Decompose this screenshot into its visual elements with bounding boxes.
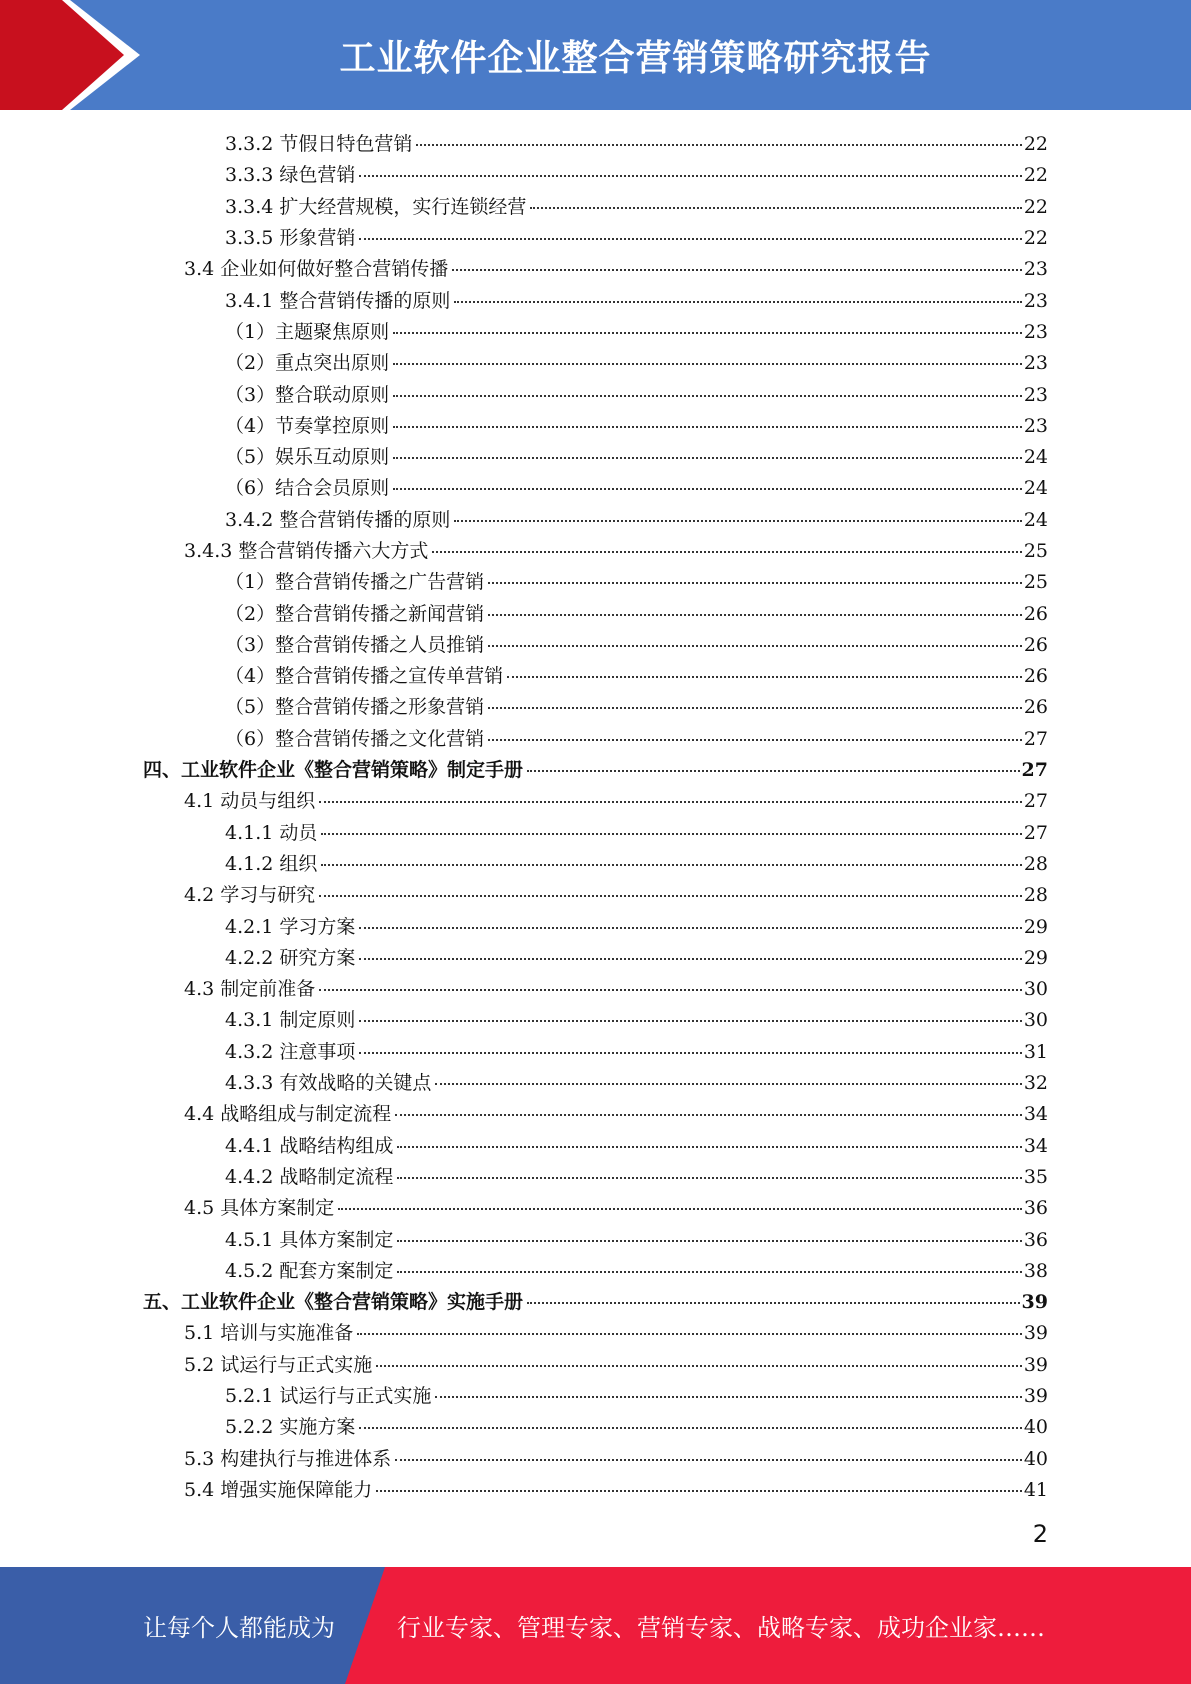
toc-dot-leader xyxy=(416,144,1021,146)
toc-entry[interactable] xyxy=(0,534,1191,565)
toc-entry-label: （5）整合营销传播之形象营销 xyxy=(225,696,485,719)
toc-entry[interactable] xyxy=(0,1066,1191,1097)
toc-entry-label: 4.3 制定前准备 xyxy=(184,978,316,1001)
toc-entry-page: 28 xyxy=(1023,852,1048,875)
toc-entry-page: 24 xyxy=(1023,477,1048,500)
toc-dot-leader xyxy=(359,1427,1021,1429)
toc-entry-label: 4.2 学习与研究 xyxy=(184,884,316,907)
toc-entry[interactable] xyxy=(0,252,1191,283)
toc-dot-leader xyxy=(359,927,1021,929)
toc-entry-label: 4.3.3 有效战略的关键点 xyxy=(225,1072,432,1095)
toc-entry-label: 4.3.1 制定原则 xyxy=(225,1009,356,1032)
toc-entry-page: 30 xyxy=(1023,1009,1048,1032)
toc-entry[interactable] xyxy=(0,315,1191,346)
toc-dot-leader xyxy=(319,989,1022,991)
toc-entry-page: 23 xyxy=(1023,320,1048,343)
toc-entry[interactable] xyxy=(0,1348,1191,1379)
toc-entry-page: 32 xyxy=(1023,1072,1048,1095)
toc-entry-label: 4.1 动员与组织 xyxy=(184,790,316,813)
toc-entry-page: 26 xyxy=(1023,665,1048,688)
toc-entry-page: 40 xyxy=(1023,1416,1048,1439)
toc-dot-leader xyxy=(488,739,1022,741)
toc-entry-page: 39 xyxy=(1023,1322,1048,1345)
toc-entry[interactable] xyxy=(0,1285,1191,1316)
toc-entry-label: 5.2 试运行与正式实施 xyxy=(184,1353,373,1376)
toc-entry-label: （2）重点突出原则 xyxy=(225,352,390,375)
toc-entry[interactable] xyxy=(0,1316,1191,1347)
toc-entry-label: （2）整合营销传播之新闻营销 xyxy=(225,602,485,625)
toc-entry-page: 39 xyxy=(1021,1291,1048,1314)
toc-entry[interactable] xyxy=(0,1003,1191,1034)
toc-entry-page: 39 xyxy=(1023,1385,1048,1408)
toc-dot-leader xyxy=(359,958,1021,960)
toc-entry-label: 5.4 增强实施保障能力 xyxy=(184,1478,373,1501)
toc-dot-leader xyxy=(376,1490,1022,1492)
toc-entry-label: 5.1 培训与实施准备 xyxy=(184,1322,354,1345)
toc-entry-page: 22 xyxy=(1023,133,1048,156)
toc-entry-label: 4.4.1 战略结构组成 xyxy=(225,1134,394,1157)
toc-entry-page: 41 xyxy=(1023,1478,1048,1501)
toc-entry-page: 34 xyxy=(1023,1134,1048,1157)
toc-dot-leader xyxy=(454,520,1021,522)
toc-dot-leader xyxy=(319,801,1022,803)
toc-dot-leader xyxy=(488,582,1022,584)
toc-entry[interactable] xyxy=(0,941,1191,972)
toc-entry-page: 23 xyxy=(1023,414,1048,437)
toc-entry[interactable] xyxy=(0,221,1191,252)
toc-entry[interactable] xyxy=(0,753,1191,784)
toc-entry[interactable] xyxy=(0,909,1191,940)
toc-entry-label: 4.5.1 具体方案制定 xyxy=(225,1228,394,1251)
toc-dot-leader xyxy=(321,833,1021,835)
toc-entry-label: （6）结合会员原则 xyxy=(225,477,390,500)
toc-dot-leader xyxy=(357,1333,1022,1335)
toc-entry[interactable] xyxy=(0,878,1191,909)
toc-entry-label: 4.4.2 战略制定流程 xyxy=(225,1165,394,1188)
toc-entry-label: （1）整合营销传播之广告营销 xyxy=(225,571,485,594)
toc-entry[interactable] xyxy=(0,596,1191,627)
toc-entry[interactable] xyxy=(0,1097,1191,1128)
toc-entry-page: 23 xyxy=(1023,383,1048,406)
toc-entry[interactable] xyxy=(0,816,1191,847)
toc-entry[interactable] xyxy=(0,565,1191,596)
toc-entry-label: （6）整合营销传播之文化营销 xyxy=(225,727,485,750)
toc-entry-page: 35 xyxy=(1023,1165,1048,1188)
toc-entry-page: 24 xyxy=(1023,508,1048,531)
toc-entry[interactable] xyxy=(0,377,1191,408)
toc-entry-page: 26 xyxy=(1023,633,1048,656)
toc-dot-leader xyxy=(454,301,1021,303)
toc-entry-page: 30 xyxy=(1023,978,1048,1001)
toc-entry[interactable] xyxy=(0,440,1191,471)
toc-entry-page: 31 xyxy=(1023,1040,1048,1063)
toc-entry-label: 5.2.2 实施方案 xyxy=(225,1416,356,1439)
toc-entry-page: 23 xyxy=(1023,352,1048,375)
toc-dot-leader xyxy=(393,457,1022,459)
toc-dot-leader xyxy=(435,1083,1021,1085)
toc-entry[interactable] xyxy=(0,784,1191,815)
toc-entry-page: 22 xyxy=(1023,195,1048,218)
toc-entry[interactable] xyxy=(0,1160,1191,1191)
toc-entry[interactable] xyxy=(0,1129,1191,1160)
toc-entry[interactable] xyxy=(0,346,1191,377)
toc-entry-page: 40 xyxy=(1023,1447,1048,1470)
toc-entry[interactable] xyxy=(0,1410,1191,1441)
toc-entry-label: 3.3.3 绿色营销 xyxy=(225,164,356,187)
toc-entry-page: 27 xyxy=(1023,821,1048,844)
toc-entry-page: 24 xyxy=(1023,446,1048,469)
toc-entry-label: （3）整合联动原则 xyxy=(225,383,390,406)
toc-entry-page: 36 xyxy=(1023,1228,1048,1251)
toc-entry-label: 5.2.1 试运行与正式实施 xyxy=(225,1385,432,1408)
page-header xyxy=(0,0,1191,110)
toc-entry[interactable] xyxy=(0,847,1191,878)
toc-entry[interactable] xyxy=(0,1473,1191,1504)
toc-dot-leader xyxy=(452,269,1022,271)
toc-entry-label: （1）主题聚焦原则 xyxy=(225,320,390,343)
table-of-contents xyxy=(0,127,1191,1504)
toc-entry-page: 29 xyxy=(1023,946,1048,969)
toc-entry-page: 34 xyxy=(1023,1103,1048,1126)
toc-entry-label: 3.4.1 整合营销传播的原则 xyxy=(225,289,451,312)
toc-dot-leader xyxy=(321,864,1021,866)
toc-entry-page: 25 xyxy=(1023,540,1048,562)
toc-entry-label: 4.1.2 组织 xyxy=(225,852,318,875)
toc-entry-page: 23 xyxy=(1023,258,1048,281)
toc-entry[interactable] xyxy=(0,190,1191,221)
toc-dot-leader xyxy=(397,1177,1021,1179)
toc-dot-leader xyxy=(397,1271,1021,1273)
page-footer xyxy=(0,1567,1191,1684)
toc-entry-label: （3）整合营销传播之人员推销 xyxy=(225,633,485,656)
toc-entry-label: 五、工业软件企业《整合营销策略》实施手册 xyxy=(143,1291,524,1314)
toc-entry[interactable] xyxy=(0,1035,1191,1066)
toc-entry-page: 39 xyxy=(1023,1353,1048,1376)
toc-entry[interactable] xyxy=(0,628,1191,659)
toc-entry-page: 27 xyxy=(1023,727,1048,750)
toc-dot-leader xyxy=(393,488,1022,490)
toc-entry[interactable] xyxy=(0,690,1191,721)
toc-entry-label: 4.3.2 注意事项 xyxy=(225,1040,356,1063)
toc-entry-page: 26 xyxy=(1023,696,1048,719)
toc-entry-page: 36 xyxy=(1023,1197,1048,1220)
toc-entry[interactable] xyxy=(0,659,1191,690)
toc-entry-page: 27 xyxy=(1021,759,1048,782)
toc-entry-label: 3.3.2 节假日特色营销 xyxy=(225,133,413,156)
toc-entry-label: （5）娱乐互动原则 xyxy=(225,446,390,469)
toc-entry-label: （4）节奏掌控原则 xyxy=(225,414,390,437)
toc-entry-page: 25 xyxy=(1023,571,1048,594)
toc-dot-leader xyxy=(359,175,1021,177)
footer-slogan-right: 行业专家、管理专家、营销专家、战略专家、成功企业家…… xyxy=(397,1614,1045,1642)
toc-entry-page: 27 xyxy=(1023,790,1048,813)
toc-entry[interactable] xyxy=(0,158,1191,189)
report-title: 工业软件企业整合营销策略研究报告 xyxy=(339,37,932,79)
toc-dot-leader xyxy=(319,895,1022,897)
toc-dot-leader xyxy=(395,1459,1022,1461)
toc-entry[interactable] xyxy=(0,1379,1191,1410)
toc-dot-leader xyxy=(338,1208,1022,1210)
toc-entry-page: 22 xyxy=(1023,227,1048,250)
toc-dot-leader xyxy=(507,676,1022,678)
toc-dot-leader xyxy=(393,426,1022,428)
toc-dot-leader xyxy=(432,551,1021,553)
toc-entry[interactable] xyxy=(0,503,1191,534)
toc-entry[interactable] xyxy=(0,127,1191,158)
toc-entry[interactable] xyxy=(0,471,1191,502)
toc-entry-label: 4.2.1 学习方案 xyxy=(225,915,356,938)
toc-entry-label: 4.1.1 动员 xyxy=(225,821,318,844)
toc-dot-leader xyxy=(397,1240,1021,1242)
toc-entry[interactable] xyxy=(0,283,1191,314)
toc-entry-label: 3.4.3 整合营销传播六大方式 xyxy=(184,540,429,562)
toc-dot-leader xyxy=(393,332,1022,334)
toc-entry-page: 38 xyxy=(1023,1259,1048,1282)
toc-dot-leader xyxy=(376,1365,1022,1367)
header-arrow-decoration xyxy=(0,0,150,110)
toc-entry-page: 28 xyxy=(1023,884,1048,907)
toc-dot-leader xyxy=(488,645,1022,647)
toc-entry[interactable] xyxy=(0,972,1191,1003)
toc-entry-label: 四、工业软件企业《整合营销策略》制定手册 xyxy=(143,759,524,782)
toc-entry-label: 4.2.2 研究方案 xyxy=(225,946,356,969)
toc-entry-label: 5.3 构建执行与推进体系 xyxy=(184,1447,392,1470)
toc-dot-leader xyxy=(488,614,1022,616)
toc-entry-label: 4.4 战略组成与制定流程 xyxy=(184,1103,392,1126)
toc-dot-leader xyxy=(359,1052,1021,1054)
toc-entry-page: 22 xyxy=(1023,164,1048,187)
toc-dot-leader xyxy=(359,238,1021,240)
toc-dot-leader xyxy=(527,770,1020,772)
toc-dot-leader xyxy=(393,363,1022,365)
toc-entry[interactable] xyxy=(0,409,1191,440)
toc-entry[interactable] xyxy=(0,1191,1191,1222)
toc-dot-leader xyxy=(488,707,1022,709)
toc-dot-leader xyxy=(393,395,1022,397)
toc-entry-page: 26 xyxy=(1023,602,1048,625)
toc-entry-page: 29 xyxy=(1023,915,1048,938)
footer-slogan-left: 让每个人都能成为 xyxy=(143,1614,335,1642)
toc-dot-leader xyxy=(435,1396,1021,1398)
toc-dot-leader xyxy=(527,1302,1020,1304)
toc-dot-leader xyxy=(395,1114,1022,1116)
toc-entry-page: 23 xyxy=(1023,289,1048,312)
page-number: 2 xyxy=(1032,1520,1048,1548)
toc-entry[interactable] xyxy=(0,1441,1191,1472)
toc-entry-label: 3.4 企业如何做好整合营销传播 xyxy=(184,258,449,281)
toc-entry[interactable] xyxy=(0,1222,1191,1253)
toc-entry-label: 4.5.2 配套方案制定 xyxy=(225,1259,394,1282)
toc-entry-label: （4）整合营销传播之宣传单营销 xyxy=(225,665,504,688)
toc-entry-label: 3.4.2 整合营销传播的原则 xyxy=(225,508,451,531)
toc-dot-leader xyxy=(530,207,1021,209)
toc-entry-label: 3.3.4 扩大经营规模，实行连锁经营 xyxy=(225,195,527,218)
toc-dot-leader xyxy=(359,1020,1021,1022)
toc-entry-label: 4.5 具体方案制定 xyxy=(184,1197,335,1220)
toc-entry[interactable] xyxy=(0,1254,1191,1285)
toc-entry-label: 3.3.5 形象营销 xyxy=(225,227,356,250)
toc-dot-leader xyxy=(397,1146,1021,1148)
toc-entry[interactable] xyxy=(0,722,1191,753)
